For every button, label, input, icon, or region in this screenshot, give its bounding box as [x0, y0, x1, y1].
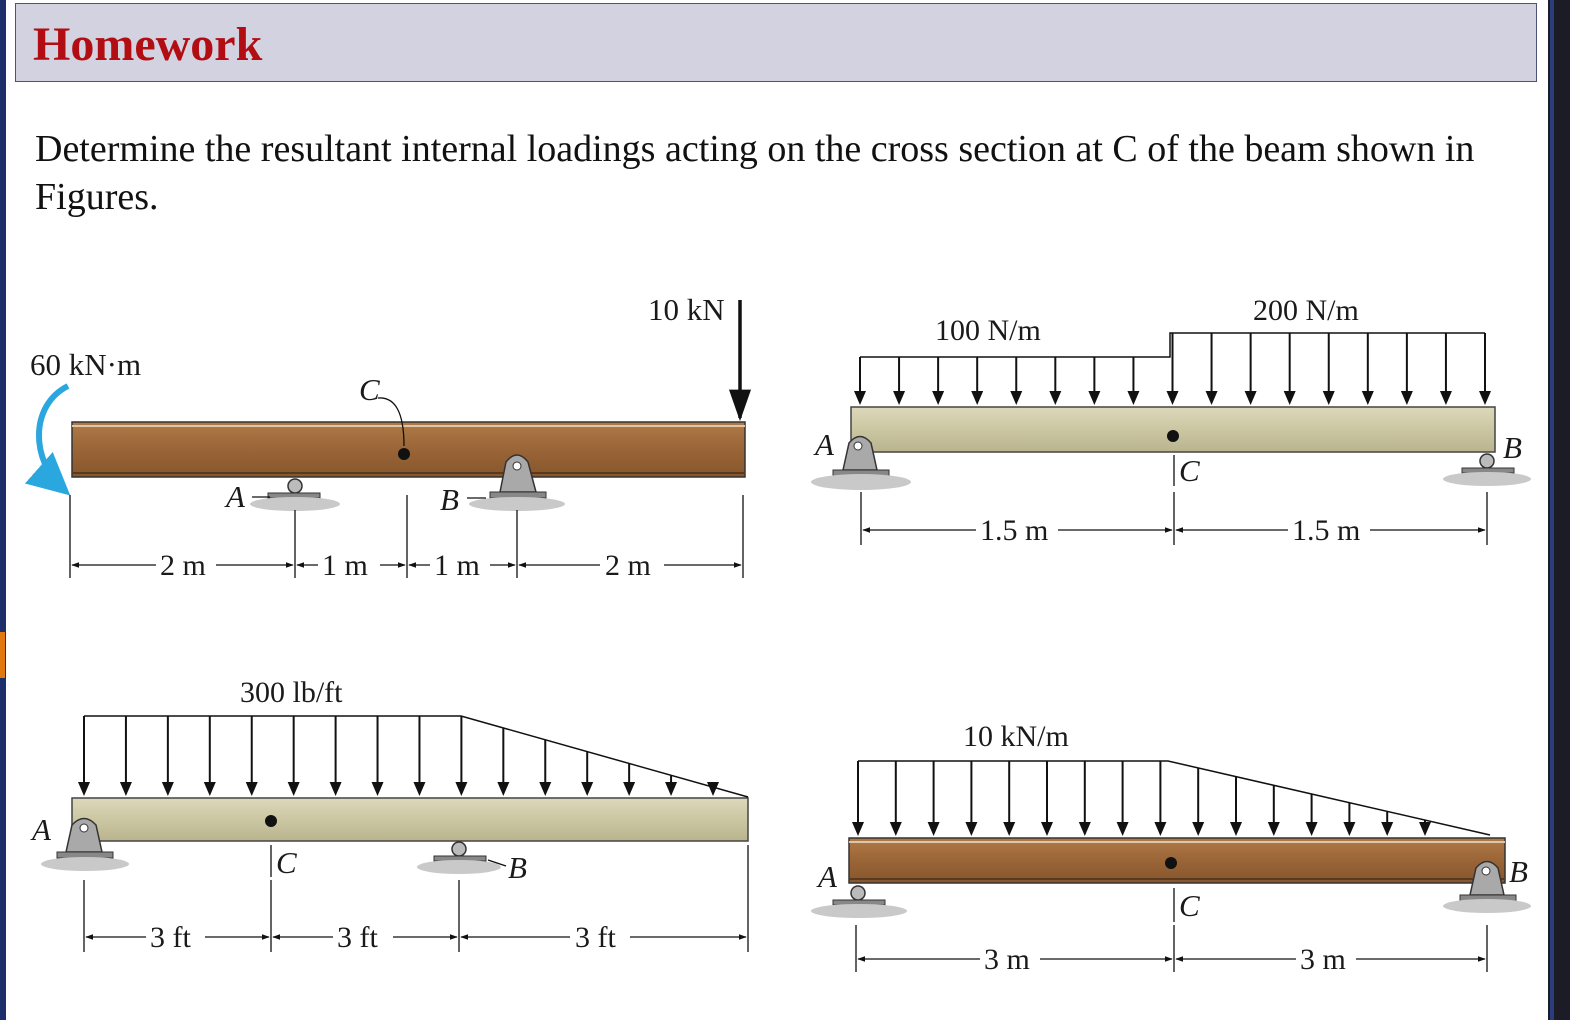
point-c-label: C — [1179, 888, 1200, 923]
load-arrowhead — [893, 391, 905, 405]
point-b-label: B — [508, 850, 527, 885]
load-arrowhead — [1192, 822, 1204, 836]
beam-4 — [849, 838, 1505, 883]
load-arrowhead — [330, 782, 342, 796]
load-arrowhead — [1381, 822, 1393, 836]
load-arrowhead — [581, 782, 593, 796]
section-point-c — [1167, 430, 1179, 442]
section-point-c — [398, 448, 410, 460]
load-arrowhead — [539, 782, 551, 796]
load-arrowhead — [932, 391, 944, 405]
load-arrowhead — [1154, 822, 1166, 836]
moment-label: 60 kN·m — [30, 347, 142, 382]
beam-3 — [72, 798, 748, 841]
force-label: 10 kN — [648, 292, 725, 327]
point-c-label: C — [1179, 453, 1200, 488]
point-c-label: C — [276, 845, 297, 880]
load-arrowhead — [852, 822, 864, 836]
load-arrowhead — [665, 782, 677, 796]
dim-2-label: 3 m — [1300, 943, 1346, 976]
problem-statement: Determine the resultant internal loadings acting on the cross section at C of the beam shown in Figures. — [35, 128, 1475, 218]
load-arrowhead — [204, 782, 216, 796]
load-label: 300 lb/ft — [240, 676, 343, 709]
point-b-label: B — [440, 482, 459, 517]
load-arrowhead — [1245, 391, 1257, 405]
point-b-label: B — [1509, 854, 1528, 889]
load-arrowhead — [288, 782, 300, 796]
figure-2 — [811, 294, 1531, 547]
point-a-label: A — [32, 812, 51, 847]
point-b-label: B — [1503, 430, 1522, 465]
section-point-c — [1165, 857, 1177, 869]
load-arrowhead — [1284, 391, 1296, 405]
beam-2 — [851, 407, 1495, 452]
load-arrowhead — [1401, 391, 1413, 405]
figure-3 — [30, 676, 748, 954]
load-arrowhead — [1117, 822, 1129, 836]
load-arrowhead — [854, 391, 866, 405]
dim-1-label: 1.5 m — [980, 514, 1049, 547]
load-arrowhead — [890, 822, 902, 836]
load-arrowhead — [971, 391, 983, 405]
figure-4 — [811, 720, 1531, 976]
roller-support-icon — [417, 842, 501, 874]
load-arrowhead — [1079, 822, 1091, 836]
page-title: Homework — [33, 18, 263, 71]
load-arrowhead — [1010, 391, 1022, 405]
load-arrowhead — [78, 782, 90, 796]
load-arrowhead — [1088, 391, 1100, 405]
load-arrowhead — [455, 782, 467, 796]
dim-2-label: 1 m — [322, 549, 368, 582]
load-arrowhead — [1003, 822, 1015, 836]
load-arrowhead — [1230, 822, 1242, 836]
section-point-c — [265, 815, 277, 827]
dim-1-label: 3 ft — [150, 921, 191, 954]
load-arrowhead — [372, 782, 384, 796]
load-left-label: 100 N/m — [935, 314, 1041, 347]
load-arrowhead — [1343, 822, 1355, 836]
roller-support-icon — [250, 479, 340, 511]
dim-1-label: 3 m — [984, 943, 1030, 976]
load-arrowhead — [497, 782, 509, 796]
dim-2-label: 1.5 m — [1292, 514, 1361, 547]
load-arrowhead — [413, 782, 425, 796]
load-arrowhead — [1479, 391, 1491, 405]
moment-arrow-icon — [39, 386, 68, 490]
load-arrowhead — [1306, 822, 1318, 836]
beam-1 — [72, 422, 745, 477]
load-arrowhead — [1440, 391, 1452, 405]
point-a-label: A — [815, 427, 834, 462]
load-right-label: 200 N/m — [1253, 294, 1359, 327]
load-arrowhead — [120, 782, 132, 796]
load-arrowhead — [1419, 822, 1431, 836]
load-arrowhead — [1268, 822, 1280, 836]
dim-1-label: 2 m — [160, 549, 206, 582]
load-arrowhead — [1041, 822, 1053, 836]
load-arrowhead — [246, 782, 258, 796]
point-c-label: C — [359, 372, 380, 407]
load-arrowhead — [928, 822, 940, 836]
dim-4-label: 2 m — [605, 549, 651, 582]
load-arrowhead — [1206, 391, 1218, 405]
point-a-label: A — [818, 859, 837, 894]
load-arrowhead — [162, 782, 174, 796]
load-arrowhead — [1049, 391, 1061, 405]
dim-2-label: 3 ft — [337, 921, 378, 954]
load-arrowhead — [1362, 391, 1374, 405]
load-arrowhead — [1127, 391, 1139, 405]
load-arrowhead — [965, 822, 977, 836]
load-arrowhead — [1323, 391, 1335, 405]
dim-3-label: 3 ft — [575, 921, 616, 954]
load-arrowhead — [623, 782, 635, 796]
point-a-label: A — [226, 479, 245, 514]
load-arrowhead — [1167, 391, 1179, 405]
distributed-load-arrows — [78, 716, 719, 796]
load-label: 10 kN/m — [963, 720, 1069, 753]
distributed-load-arrows — [852, 761, 1431, 836]
dim-3-label: 1 m — [434, 549, 480, 582]
figure-1 — [30, 292, 745, 582]
